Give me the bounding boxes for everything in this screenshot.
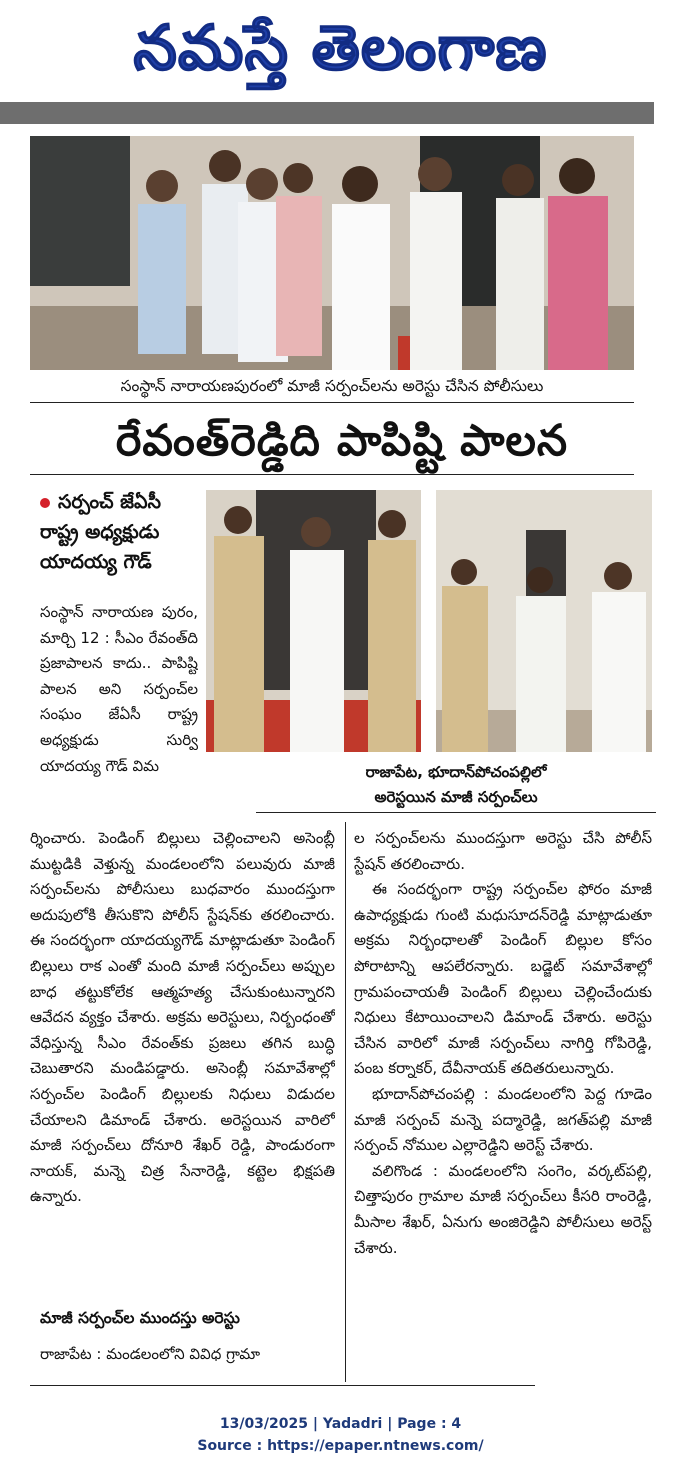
side-caption-line2: అరెస్టయిన మాజీ సర్పంచ్‌లు — [374, 788, 538, 806]
bullet-icon — [40, 498, 50, 508]
side-caption-line1: రాజాపేట, భూదాన్‌పోచంపల్లిలో — [365, 763, 547, 781]
footer-source: Source : https://epaper.ntnews.com/ — [197, 1438, 484, 1454]
caption-rule — [30, 402, 634, 403]
article-intro: సంస్థాన్‌ నారాయణ పురం, మార్చి 12 : సీఎం రేవంత్‌ది ప్రజాపాలన కాదు.. పాపిష్టి పాలన అని సర్పంచ్‌ల సంఘం జేఏసీ రాష్ట్ర అధ్యక్షుడు సుర్వి యాదయ్య గౌడ్‌ విమ — [40, 603, 198, 775]
paragraph: వలిగొండ : మండలంలోని సంగెం, వర్కట్‌పల్లి, చిత్తాపురం గ్రామాల మాజీ సర్పంచ్‌లు కీసరి రాంరెడ్డి, మీసాల శేఖర్‌, ఏనుగు అంజిరెడ్డిని పోలీసులు అరెస్ట్‌ చేశారు. — [354, 1161, 652, 1257]
headline-rule — [30, 474, 634, 475]
side-photo-caption — [256, 760, 656, 810]
kicker-line: సర్పంచ్‌ జేఏసీ — [40, 487, 208, 517]
side-caption-rule — [256, 812, 656, 813]
top-photo-caption: సంస్థాన్‌ నారాయణపురంలో మాజీ సర్పంచ్‌లను అరెస్టు చేసిన పోలీసులు — [120, 377, 544, 395]
bottom-rule — [30, 1385, 535, 1386]
article-tail-left: రాజాపేట : మండలంలోని వివిధ గ్రామా — [40, 1345, 261, 1363]
subhead: మాజీ సర్పంచ్‌ల ముందస్తు అరెస్టు — [40, 1309, 240, 1327]
kicker-line: రాష్ట్ర అధ్యక్షుడు — [40, 521, 160, 543]
paragraph: ల సర్పంచ్‌లను ముందస్తుగా అరెస్టు చేసి పోలీస్‌ స్టేషన్‌ తరలించారు. — [354, 829, 652, 873]
column-divider — [345, 822, 346, 1382]
masthead-rule — [0, 102, 654, 124]
top-group-photo — [30, 136, 634, 370]
rajapet-arrest-photo — [206, 490, 421, 752]
kicker — [40, 487, 208, 577]
article-body-right — [354, 826, 652, 1376]
kicker-line: యాదయ్య గౌడ్‌ — [40, 551, 152, 573]
article-body-left: ర్శించారు. పెండింగ్‌ బిల్లులు చెల్లించాలని అసెంబ్లీ ముట్టడికి వెళ్తున్న మండలంలోని పలువురు మాజీ సర్పంచ్‌లను పోలీసులు బుధవారం ముందస్తుగా అదుపులోకి తీసుకొని పోలీస్‌ స్టేషన్‌కు తరలించారు. ఈ సందర్భంగా యాదయ్యగౌడ్‌ మాట్లాడుతూ పెండింగ్‌ బిల్లులు రాక ఎంతో మంది మాజీ సర్పంచ్‌లు అప్పుల బాధ తట్టుకోలేక ఆత్మహత్య చేసుకుంటున్నారని ఆవేదన వ్యక్తం చేశారు. అక్రమ అరెస్టులు, నిర్బంధంతో వేధిస్తున్న సీఎం రేవంత్‌కు ప్రజలు తగిన బుద్ధి చెబుతారని మండిపడ్డారు. అసెంబ్లీ సమావేశాల్లో సర్పంచ్‌ల పెండింగ్‌ బిల్లులకు నిధులు విడుదల చేయాలని డిమాండ్‌ చేశారు. అరెస్టయిన వారిలో మాజీ సర్పంచ్‌లు దోనూరి శేఖర్‌ రెడ్డి, పాండురంగా నాయక్‌, మన్నె చిత్ర సేనారెడ్డి, కట్టెల భిక్షపతి ఉన్నారు. — [30, 829, 335, 1206]
paragraph: భూదాన్‌పోచంపల్లి : మండలంలోని పెద్ద గూడెం మాజీ సర్పంచ్‌ మన్నె పద్మారెడ్డి, జగత్‌పల్లి మాజీ సర్పంచ్‌ నోముల ఎల్లారెడ్డిని అరెస్ట్‌ చేశారు. — [354, 1084, 652, 1155]
headline: రేవంత్‌రెడ్డిది పాపిష్టి పాలన — [115, 416, 569, 466]
newspaper-title: నమస్తే తెలంగాణ — [133, 11, 548, 84]
masthead — [0, 0, 681, 100]
paragraph: ఈ సందర్భంగా రాష్ట్ర సర్పంచ్‌ల ఫోరం మాజీ ఉపాధ్యక్షుడు గుంటి మధుసూదన్‌రెడ్డి మాట్లాడుతూ అక్రమ నిర్బంధాలతో పెండింగ్‌ బిల్లుల కోసం పోరాటాన్ని ఆపలేరన్నారు. బడ్జెట్‌ సమావేశాల్లో గ్రామపంచాయతీ పెండింగ్‌ బిల్లులు చెల్లించేందుకు నిధులు కేటాయించాలని డిమాండ్‌ చేశారు. అరెస్టు చేసిన వారిలో మాజీ సర్పంచ్‌లు నాగిర్తి గోపిరెడ్డి, పంబ కర్నాకర్‌, దేవీనాయక్‌ తదితరులున్నారు. — [354, 880, 652, 1078]
pochampally-arrest-photo — [436, 490, 652, 752]
footer-dateline: 13/03/2025 | Yadadri | Page : 4 — [219, 1416, 462, 1432]
